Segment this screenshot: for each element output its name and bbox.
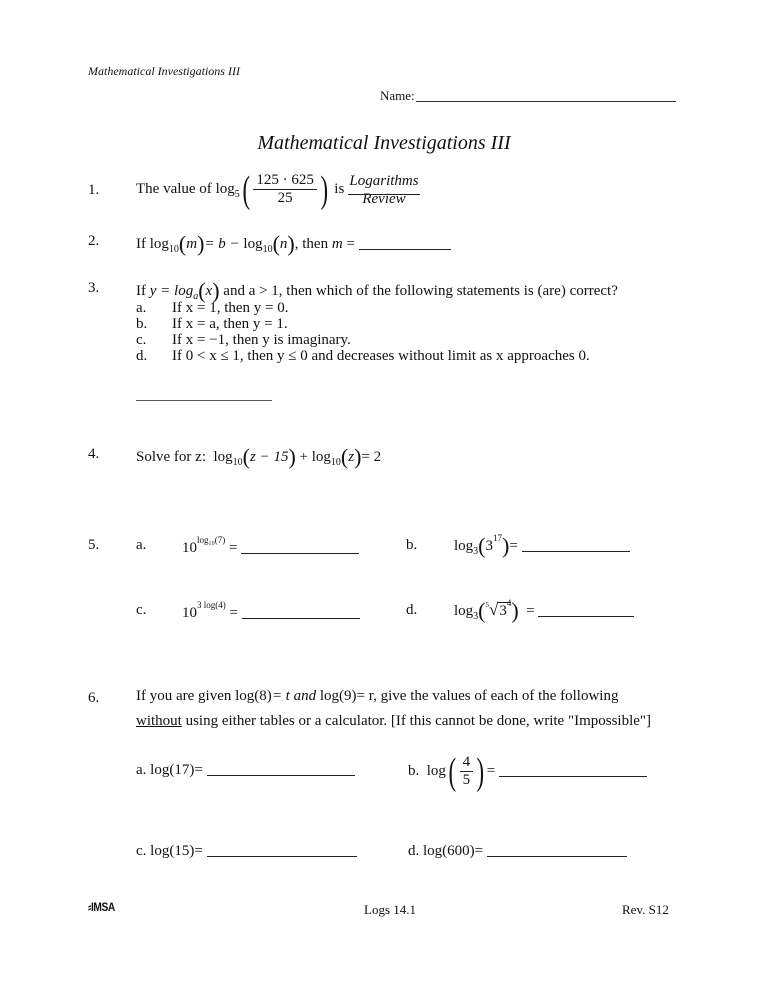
q5d-expression: $\log_3(^5√3^4)$ =	[454, 598, 634, 624]
q5b-eq: =	[509, 538, 518, 554]
q2-answer-blank[interactable]	[359, 249, 451, 250]
q6b-log: log	[426, 763, 446, 779]
q3-option-c-label: c.	[136, 332, 147, 348]
q5b-logbase: 3	[473, 546, 479, 557]
q6d-expr: log(600)	[423, 843, 475, 859]
q6d	[408, 843, 627, 860]
q1-rparen: )	[320, 169, 329, 211]
question-3: If $y = \log_a(x)$ and a > 1, then which of the following statements is (are) correct?	[136, 278, 618, 303]
q4-log1: log	[213, 449, 233, 465]
q6-without: without	[136, 713, 182, 729]
name-label: Name:	[380, 88, 415, 103]
q1-lparen: (	[242, 169, 250, 211]
q6-line-1	[136, 688, 618, 705]
q5b-expression: $\log_3(3^{17})=$	[454, 533, 630, 559]
q5d-answer-blank[interactable]	[538, 616, 634, 617]
q6a-label: a.	[136, 762, 147, 778]
q6b: b. log( $\frac{4}{5}$ ) =	[408, 750, 647, 794]
running-header: Mathematical Investigations III	[88, 64, 240, 78]
q2-base2: 10	[262, 244, 273, 255]
q6-instructions: using either tables or a calculator. [If this cannot be done, write "Impossible"]	[185, 713, 652, 729]
q5d-base: 3	[499, 603, 507, 619]
subtitle-topic: Logarithms	[349, 173, 419, 189]
logo-text: IMSA	[90, 900, 115, 914]
q3-option-d-label: d.	[136, 348, 148, 364]
q5a-exponent: log₁₀(7)	[197, 535, 226, 545]
q3-if: If	[136, 283, 146, 299]
imsa-logo	[88, 900, 115, 914]
q4-base1: 10	[232, 457, 243, 468]
q6b-eq: =	[486, 763, 496, 779]
q5a-base: 10	[182, 540, 197, 556]
q5c-eq: =	[229, 605, 238, 621]
radical-icon: √	[489, 600, 499, 619]
name-field[interactable]	[380, 88, 676, 104]
q5d-log: log	[454, 603, 474, 619]
q5a-answer-blank[interactable]	[241, 553, 359, 554]
q3-option-d: If 0 < x ≤ 1, then y ≤ 0 and decreases without limit as x approaches 0.	[172, 348, 590, 364]
q4-arg1: z − 15	[249, 449, 289, 465]
q4-plus: +	[299, 449, 308, 465]
q2-base1: 10	[168, 244, 179, 255]
q5d-label: d.	[406, 602, 418, 618]
q5a-expression	[182, 535, 359, 557]
q5b-label: b.	[406, 537, 418, 553]
q1-answer-blank[interactable]	[348, 194, 420, 195]
q3-eq-start: y = log	[149, 283, 194, 299]
q6c-label: c.	[136, 843, 147, 859]
q6d-eq: =	[474, 843, 484, 859]
q3-option-c: If x = −1, then y is imaginary.	[172, 332, 351, 348]
q6-line-2	[136, 713, 651, 730]
q1-number: 1.	[88, 182, 100, 198]
q6b-denominator: 5	[462, 772, 471, 789]
q5d-eq: =	[526, 603, 535, 619]
footer-page-id: Logs 14.1	[364, 902, 416, 917]
q6a-answer-blank[interactable]	[207, 775, 355, 776]
q4-arg2: z	[348, 449, 355, 465]
q5c-exponent: 3 log(4)	[197, 600, 226, 610]
q1-log: log	[215, 181, 235, 197]
question-1	[136, 168, 420, 212]
page-title: Mathematical Investigations III	[257, 132, 511, 154]
q6b-numerator: 4	[460, 754, 474, 772]
q6d-answer-blank[interactable]	[487, 856, 627, 857]
q3-base: a	[193, 291, 199, 302]
q5d-logbase: 3	[473, 611, 479, 622]
q2-log1: log	[149, 236, 169, 252]
q1-prefix: The value of	[136, 181, 212, 197]
q1-fraction	[253, 172, 317, 207]
q4-base2: 10	[330, 457, 341, 468]
q4-number: 4.	[88, 446, 100, 462]
q6c-answer-blank[interactable]	[207, 856, 357, 857]
q6b-label: b.	[408, 763, 420, 779]
question-4: Solve for z: $\log_{10}(z - 15) + \log_{10}(z)= 2$	[136, 444, 382, 469]
q6-given2: log(9)	[319, 688, 357, 704]
q5c-base: 10	[182, 605, 197, 621]
q6a-expr: log(17)	[150, 762, 195, 778]
q2-var: m	[331, 236, 343, 252]
q3-arg: x	[205, 283, 213, 299]
q6c-eq: =	[194, 843, 203, 859]
q1-base: 5	[234, 189, 240, 200]
q3-option-b: If x = a, then y = 1.	[172, 316, 288, 332]
q3-rest: and a > 1, then which of the following statements is (are) correct?	[223, 283, 618, 299]
q2-eq: =	[346, 236, 355, 252]
q6d-label: d.	[408, 843, 420, 859]
q1-numerator: 125 · 625	[253, 172, 317, 190]
q3-answer-blank[interactable]	[136, 400, 272, 401]
q4-log2: log	[311, 449, 331, 465]
subtitle-type: Review	[362, 191, 406, 207]
footer-revision: Rev. S12	[622, 902, 669, 917]
q5c-answer-blank[interactable]	[242, 618, 360, 619]
q3-number: 3.	[88, 280, 100, 296]
q6-number: 6.	[88, 690, 100, 706]
q5b-exponent: 17	[493, 533, 502, 543]
q6-given2-eq: = r, give the values of each of the following	[356, 688, 619, 704]
q6b-fraction	[460, 754, 474, 789]
q5d-exponent: 4	[506, 598, 512, 608]
q2-number: 2.	[88, 233, 100, 249]
q4-prefix: Solve for z:	[136, 449, 206, 465]
q1-denominator: 25	[277, 190, 293, 207]
q6a-eq: =	[194, 762, 203, 778]
question-2: If $\log_{10}(m)= b - \log_{10}(n)$, then m =	[136, 231, 451, 257]
q6a	[136, 762, 355, 779]
q5c-label: c.	[136, 602, 147, 618]
logo-mark-icon: ⸗	[88, 900, 91, 914]
q6c-expr: log(15)	[150, 843, 195, 859]
q2-log2: log	[243, 236, 263, 252]
q5-number: 5.	[88, 537, 100, 553]
q6-given1: log(8)	[235, 688, 272, 704]
q6-given1-eq: = t and	[271, 688, 317, 704]
q2-if: If	[136, 236, 146, 252]
q6-intro: If you are given	[136, 688, 232, 704]
q3-option-b-label: b.	[136, 316, 148, 332]
q5c-expression	[182, 600, 360, 622]
q1-suffix: is	[334, 181, 345, 197]
name-blank[interactable]	[416, 101, 676, 102]
q2-suffix: , then	[294, 236, 329, 252]
q5b-base: 3	[485, 538, 493, 554]
q2-arg1: m	[186, 236, 198, 252]
q5d-radicand	[498, 598, 512, 619]
q5d-root-index: 5	[485, 601, 489, 609]
q5b-log: log	[454, 538, 474, 554]
q5a-label: a.	[136, 537, 147, 553]
q3-option-a-label: a.	[136, 300, 147, 316]
q3-option-a: If x = 1, then y = 0.	[172, 300, 289, 316]
q2-mid: = b −	[204, 236, 244, 252]
q5b-answer-blank[interactable]	[522, 551, 630, 552]
q6c	[136, 843, 357, 860]
q4-rhs: = 2	[361, 449, 382, 465]
q5a-eq: =	[229, 540, 238, 556]
q6b-answer-blank[interactable]	[499, 776, 647, 777]
q2-arg2: n	[279, 236, 288, 252]
